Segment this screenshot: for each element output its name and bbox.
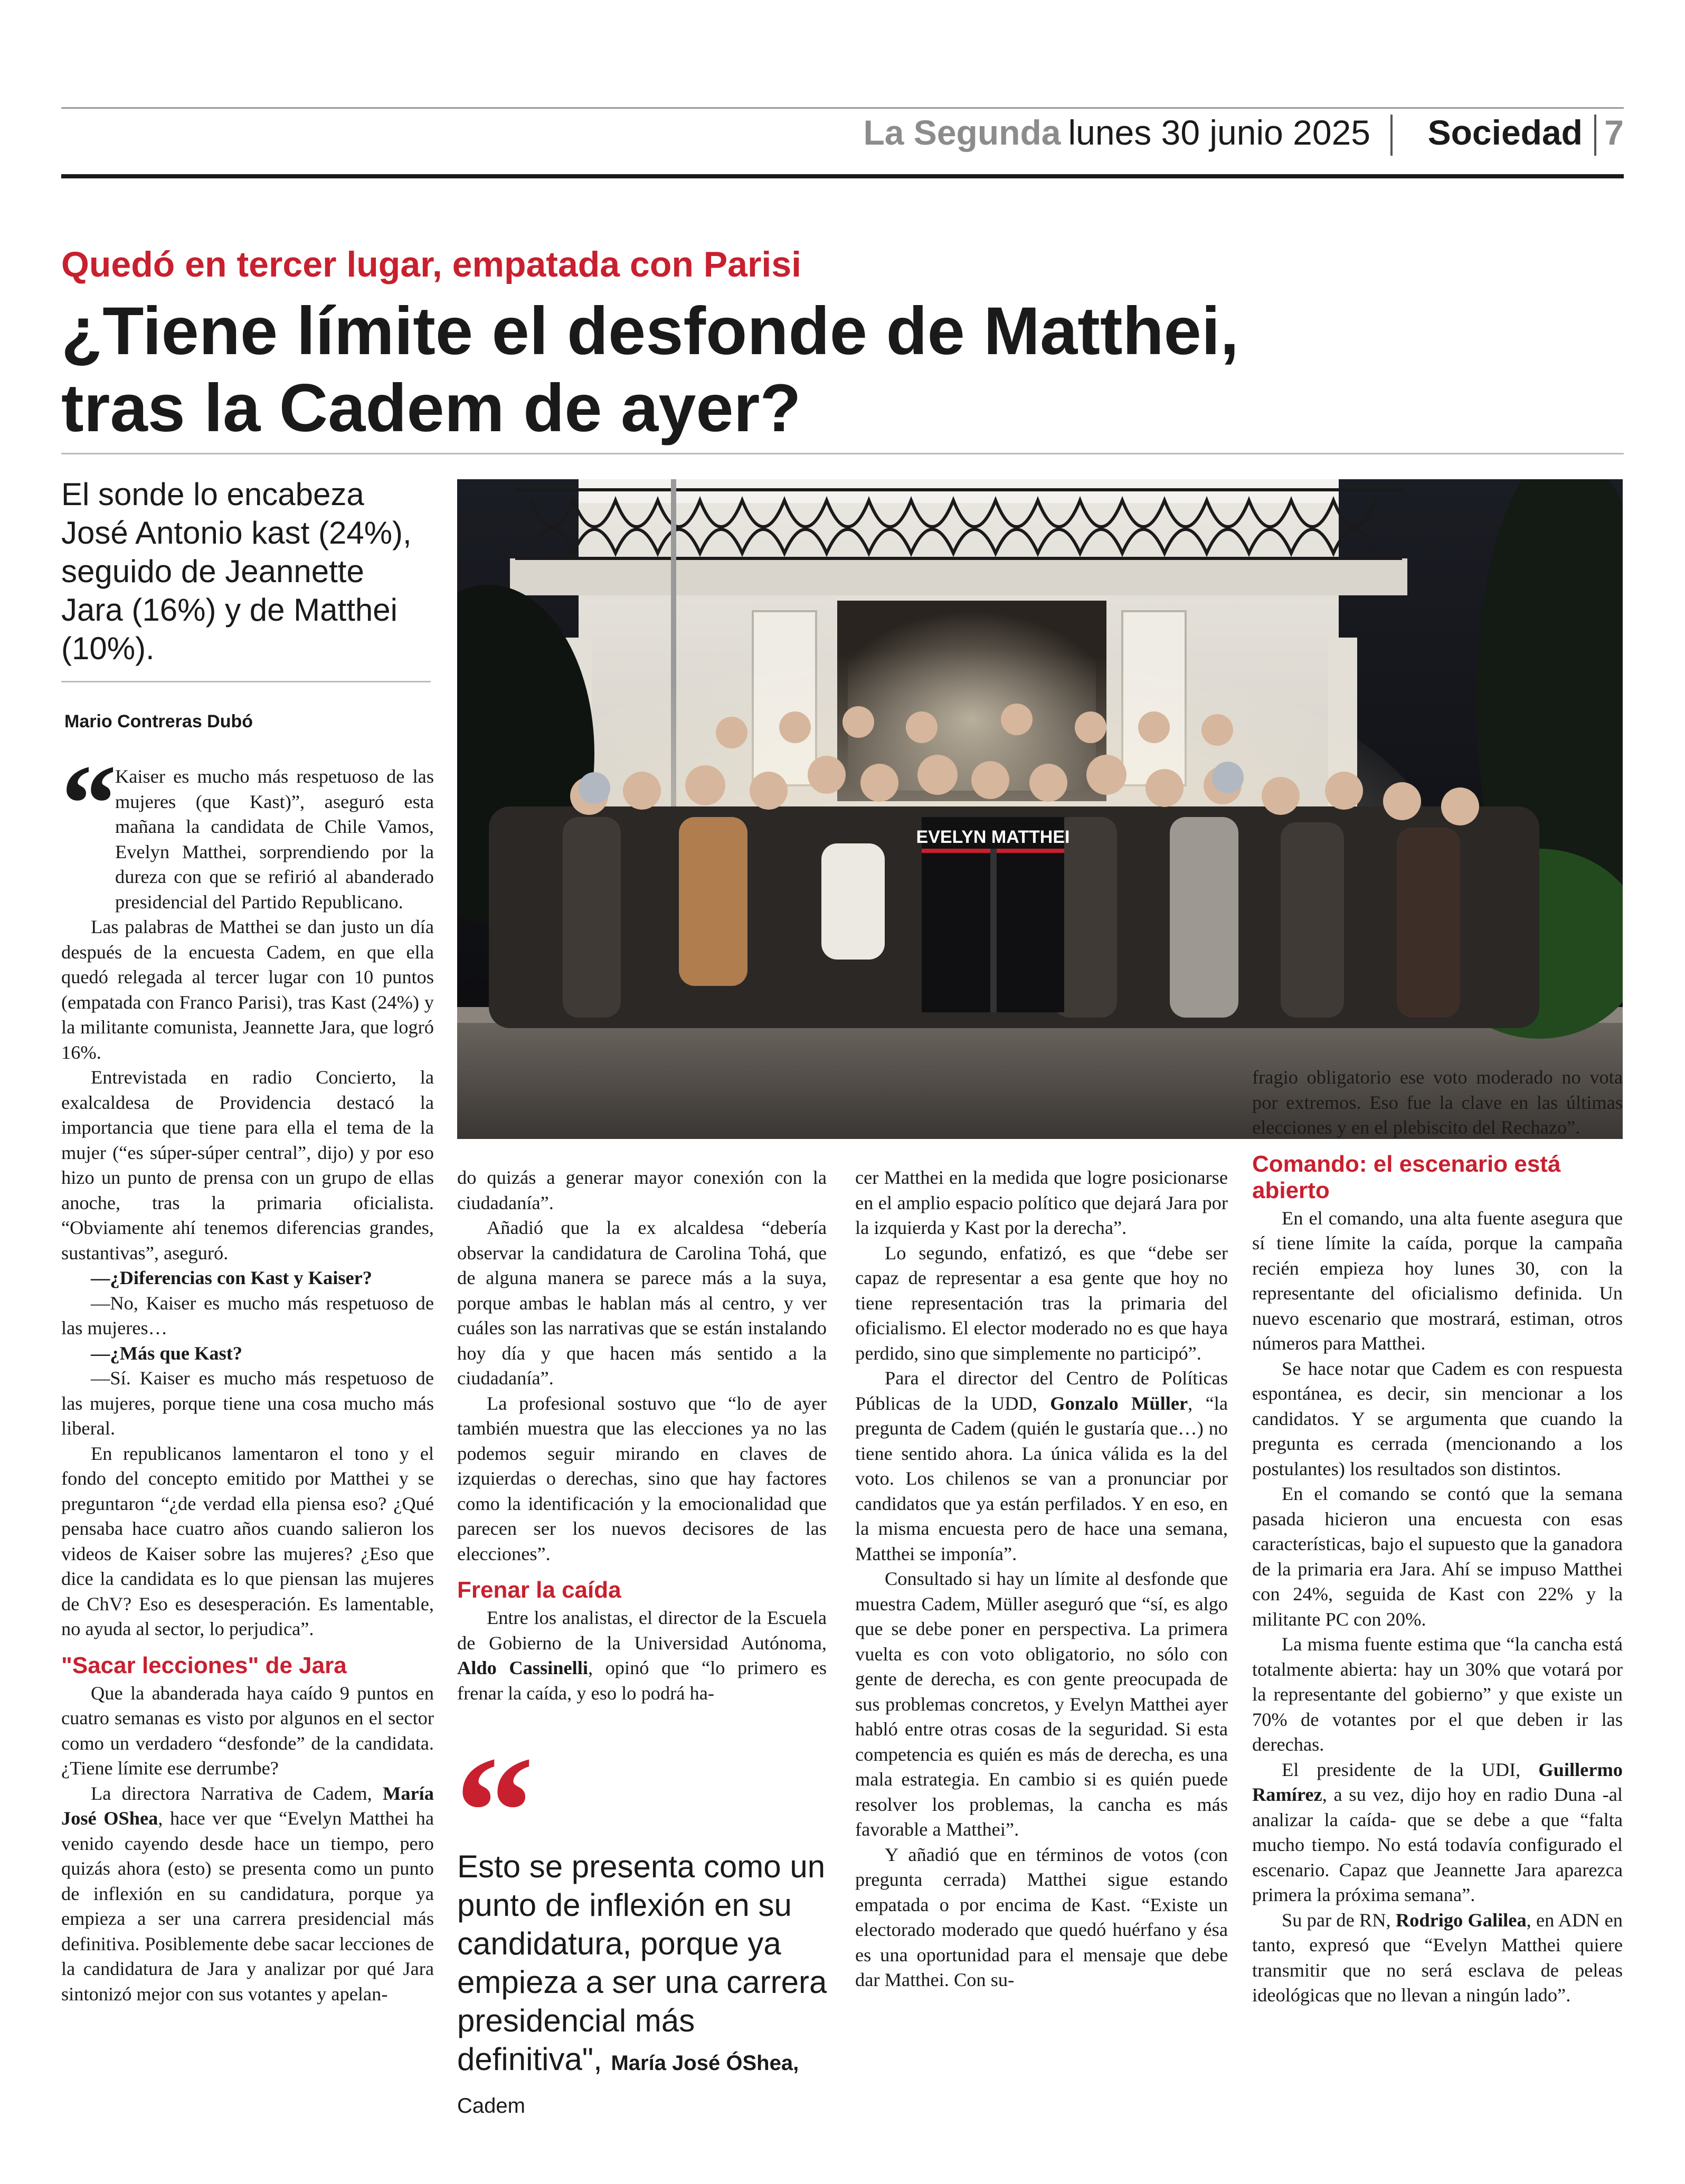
paragraph: do quizás a generar mayor conexión con la ciudadanía”.	[457, 1167, 827, 1213]
paragraph: La misma fuente estima que “la cancha está totalmente abierta: hay un 30% que votará por la representante del gobierno” y que existe un 70% de votantes por el que deben ir las derechas.	[1252, 1634, 1623, 1755]
source-name: Rodrigo Galilea	[1395, 1909, 1527, 1931]
paragraph: En el comando se contó que la semana pasada hicieron una encuesta con esas características, bajo el supuesto que la ganadora de la primaria era Jara. Ahí se impuso Matthei con 24%, seguida de Kast con 22% y la militante PC con 20%.	[1252, 1483, 1623, 1630]
headline-rule	[61, 453, 1624, 454]
paragraph: Que la abanderada haya caído 9 puntos en cuatro semanas es visto por algunos en el sector como un verdadero “desfonde” de la candidata. ¿Tiene límite ese derrumbe?	[61, 1682, 434, 1779]
subheading: "Sacar lecciones" de Jara	[61, 1652, 347, 1678]
paragraph: Añadió que la ex alcaldesa “debería observar la candidatura de Carolina Tohá, que de alguna manera se parece más a la suya, porque ambas le hablan más al centro, y ver cuáles son las narrativas que se están instalando hoy día y que hacen más sentido a la ciudadanía”.	[457, 1217, 827, 1389]
photo-illustration	[457, 479, 1623, 1139]
article-column-3	[855, 1165, 1228, 1993]
paragraph: Su par de RN, Rodrigo Galilea, en ADN en tanto, expresó que “Evelyn Matthei quiere transmitir que no será esclava de peleas ideológicas que no llevan a ningún lado”.	[1252, 1909, 1623, 2006]
paragraph: Se hace notar que Cadem es con respuesta espontánea, es decir, sin mencionar a los candidatos. Y se argumenta que cuando la pregunta es cerrada (mencionando a los postulantes) los resultados son distintos.	[1252, 1357, 1623, 1479]
headline-line-2: tras la Cadem de ayer?	[61, 371, 801, 446]
masthead-bottom-rule	[61, 174, 1624, 178]
deck-rule	[61, 681, 431, 682]
article-photo	[457, 479, 1623, 1139]
paragraph: Kaiser es mucho más respetuoso de las mujeres (que Kast)”, aseguró esta mañana la candidata de Chile Vamos, Evelyn Matthei, sorprendiendo por la dureza con que se refirió al abanderado presidencial del Partido Republicano.	[115, 766, 434, 913]
brand-name: La Segunda	[863, 113, 1061, 152]
paragraph: Entrevistada en radio Concierto, la exalcaldesa de Providencia destacó la importancia que tiene para ella el tema de la mujer (“es súper-súper central”, dijo) y por eso hizo un punto de prensa con un grupo de ellas anoche, tras la primaria oficialista. “Obviamente ahí tenemos diferencias grandes, sustantivas”, aseguró.	[61, 1067, 434, 1264]
article-byline: Mario Contreras Dubó	[64, 711, 253, 732]
interview-answer: —Sí. Kaiser es mucho más respetuoso de las mujeres, porque tiene una cosa mucho más liberal.	[61, 1368, 434, 1439]
paragraph: La directora Narrativa de Cadem, María José OShea, hace ver que “Evelyn Matthei ha venido cayendo desde hace un tiempo, pero quizás ahora (esto) se presenta como un punto de inflexión en su candidatura, porque ya empieza a ser una carrera presidencial más definitiva. Posiblemente debe sacar lecciones de la candidatura de Jara y analizar por qué Jara sintonizó mejor con sus votantes y apelan-	[61, 1782, 434, 2005]
subheading: Frenar la caída	[457, 1577, 621, 1603]
pull-quote-org: Cadem	[457, 2094, 525, 2117]
paragraph: Y añadió que en términos de votos (con pregunta cerrada) Matthei sigue estando empatada o por encima de Kast. “Existe un electorado moderado que quedó huérfano y ésa es una oportunidad para el mensaje que debe dar Matthei. Con su-	[855, 1844, 1228, 1990]
source-name: Gonzalo Müller	[1050, 1392, 1188, 1414]
paragraph: Las palabras de Matthei se dan justo un día después de la encuesta Cadem, en que ella quedó relegada al tercer lugar con 10 puntos (empatada con Franco Parisi), tras Kast (24%) y la militante comunista, Jeannette Jara, que logró 16%.	[61, 916, 434, 1063]
pull-quote	[457, 1847, 837, 2125]
paragraph: fragio obligatorio ese voto moderado no vota por extremos. Eso fue la clave en las últimas elecciones y en el plebiscito del Rechazo”.	[1252, 1067, 1623, 1138]
article-deck: El sonde lo encabeza José Antonio kast (24%), seguido de Jeannette Jara (16%) y de Matthei (10%).	[61, 477, 412, 666]
issue-date: lunes 30 junio 2025	[1068, 113, 1370, 152]
paragraph: En republicanos lamentaron el tono y el fondo del concepto emitido por Matthei y se preguntaron “¿de verdad ella piensa eso? ¿Qué pensaba hace cuatro años cuando salieron los videos de Kaiser sobre las mujeres? ¿Eso que dice la candidata es lo que piensan las mujeres de ChV? Eso es desesperación. Es lamentable, no ayuda al sector, lo perjudica”.	[61, 1442, 434, 1639]
paragraph: En el comando, una alta fuente asegura que sí tiene límite la caída, porque la campaña recién empieza hoy lunes 30, con la representante del oficialismo definida. Un nuevo escenario que mostrará, estiman, otros números para Matthei.	[1252, 1207, 1623, 1354]
paragraph: La profesional sostuvo que “lo de ayer también muestra que las elecciones ya no las podemos seguir mirando en claves de izquierdas o derechas, sino que hay factores como la identificación y la emocionalidad que parecen ser los nuevos decisores de las elecciones”.	[457, 1392, 827, 1564]
newspaper-brand	[863, 112, 1370, 153]
article-headline	[61, 293, 1592, 447]
article-column-1	[61, 743, 434, 2007]
subheading: Comando: el escenario está abierto	[1252, 1151, 1561, 1203]
source-name: María José OShea	[61, 1782, 434, 1829]
headline-line-1: ¿Tiene límite el desfonde de Matthei,	[61, 293, 1239, 369]
paragraph: Entre los analistas, el director de la Escuela de Gobierno de la Universidad Autónoma, Aldo Cassinelli, opinó que “lo primero es frenar la caída, y eso lo podrá ha-	[457, 1607, 827, 1704]
pull-quote-mark: “	[455, 1724, 534, 1899]
interview-question: —¿Diferencias con Kast y Kaiser?	[91, 1267, 372, 1288]
paragraph: Para el director del Centro de Políticas Públicas de la UDD, Gonzalo Müller, “la pregunta de Cadem (quién le gustaría que…) no tiene sentido ahora. La única válida es la del voto. Los chilenos se van a pronunciar por candidatos que ya están perfilados. Y en eso, en la misma encuesta pero de hace una semana, Matthei se imponía”.	[855, 1368, 1228, 1564]
source-name: Aldo Cassinelli	[457, 1657, 588, 1678]
masthead	[61, 108, 1624, 166]
paragraph: Consultado si hay un límite al desfonde que muestra Cadem, Müller aseguró que “sí, es algo que se debe poner en perspectiva. La primera vuelta es con voto obligatorio, no sólo con gente de derecha, es con gente preocupada de sus problemas concretos, y Evelyn Matthei ayer habló entre otras cosas de la seguridad. Si esta competencia es quién es más de derecha, es una mala estrategia. En cambio si es quién puede resolver los problemas, la cancha es más favorable a Matthei”.	[855, 1568, 1228, 1840]
paragraph: El presidente de la UDI, Guillermo Ramírez, a su vez, dijo hoy en radio Duna -al analizar la caída- que se debe a que “falta mucho tiempo. No está todavía configurado el escenario. Capaz que Jeannette Jara aparezca primera la próxima semana”.	[1252, 1759, 1623, 1905]
drop-quote-mark: “	[61, 743, 117, 865]
masthead-divider	[1594, 115, 1596, 156]
masthead-divider	[1390, 115, 1393, 156]
pull-quote-author: María José ÓShea,	[611, 2052, 799, 2075]
article-column-2	[457, 1165, 827, 1706]
article-kicker: Quedó en tercer lugar, empatada con Parisi	[61, 244, 802, 284]
pull-quote-text: Esto se presenta como un punto de inflexión en su candidatura, porque ya empieza a ser una carrera presidencial más definitiva",	[457, 1849, 827, 2077]
interview-answer: —No, Kaiser es mucho más respetuoso de las mujeres…	[61, 1292, 434, 1338]
podium-sign: EVELYN MATTHEI	[916, 827, 1070, 847]
paragraph: cer Matthei en la medida que logre posicionarse en el amplio espacio político que dejará Jara por la izquierda y Kast por la derecha”.	[855, 1167, 1228, 1238]
article-column-4	[1252, 1065, 1623, 2008]
source-name: Guillermo Ramírez	[1252, 1759, 1623, 1805]
paragraph: Lo segundo, enfatizó, es que “debe ser capaz de representar a esa gente que hoy no tiene representación tras la primaria del oficialismo. El elector moderado no es que haya perdido, sino que simplemente no participó”.	[855, 1242, 1228, 1364]
page-number: 7	[1604, 113, 1624, 152]
interview-question: —¿Más que Kast?	[91, 1342, 243, 1364]
section-name: Sociedad	[1427, 113, 1583, 152]
